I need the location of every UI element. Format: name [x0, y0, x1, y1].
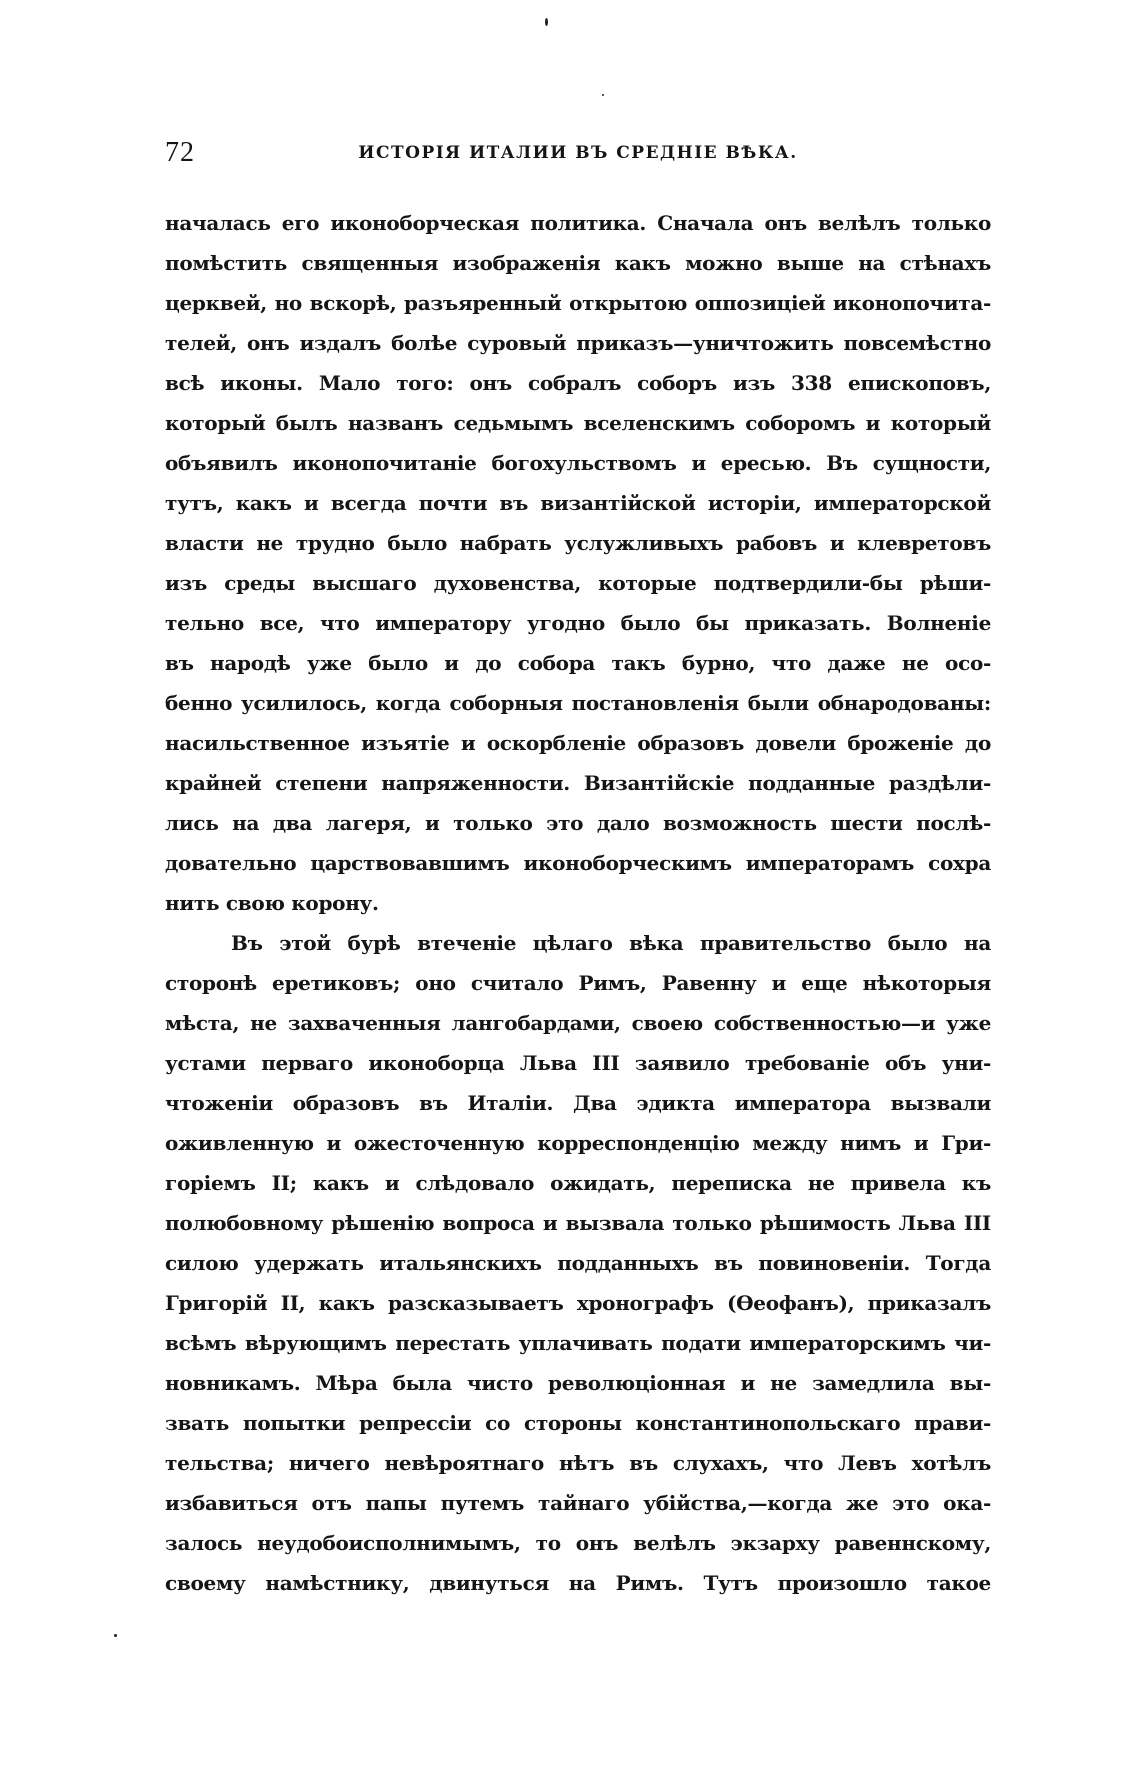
print-speck	[114, 1634, 117, 1637]
text-line: новникамъ. Мѣра была чисто революціонная и не замедлила вы-	[165, 1371, 991, 1395]
running-head: ИСТОРІЯ ИТАЛИИ ВЪ СРЕДНІЕ ВѢКА.	[358, 143, 798, 163]
page-number: 72	[165, 137, 195, 168]
body-text	[165, 203, 991, 1603]
text-line: изъ среды высшаго духовенства, которые подтвердили-бы рѣши-	[165, 571, 991, 595]
text-line: мѣста, не захваченныя лангобардами, своею собственностью—и уже	[165, 1011, 991, 1035]
paragraph-1	[165, 203, 991, 923]
text-line: объявилъ иконопочитаніе богохульствомъ и ересью. Въ сущности,	[165, 451, 991, 475]
text-line: залось неудобоисполнимымъ, то онъ велѣлъ экзарху равеннскому,	[165, 1531, 991, 1555]
page-header	[165, 137, 991, 171]
text-line: силою удержать итальянскихъ подданныхъ въ повиновеніи. Тогда	[165, 1251, 991, 1275]
text-line: помѣстить священныя изображенія какъ можно выше на стѣнахъ	[165, 251, 991, 275]
text-line: горіемъ II; какъ и слѣдовало ожидать, переписка не привела къ	[165, 1171, 991, 1195]
text-line: полюбовному рѣшенію вопроса и вызвала только рѣшимость Льва III	[165, 1211, 991, 1235]
text-line: звать попытки репрессіи со стороны константинопольскаго прави-	[165, 1411, 991, 1435]
text-line: насильственное изъятіе и оскорбленіе образовъ довели броженіе до	[165, 731, 991, 755]
text-line: всѣ иконы. Мало того: онъ собралъ соборъ изъ 338 епископовъ,	[165, 371, 991, 395]
text-line: устами перваго иконоборца Льва III заявило требованіе объ уни-	[165, 1051, 991, 1075]
text-line: крайней степени напряженности. Византійскіе подданные раздѣли-	[165, 771, 991, 795]
paragraph-2	[165, 923, 991, 1603]
text-line: Въ этой бурѣ втеченіе цѣлаго вѣка правительство было на	[231, 931, 991, 955]
text-line: власти не трудно было набрать услужливыхъ рабовъ и клевретовъ	[165, 531, 991, 555]
text-line: Григорій II, какъ разсказываетъ хронографъ (Ѳеофанъ), приказалъ	[165, 1291, 991, 1315]
text-line: который былъ названъ седьмымъ вселенскимъ соборомъ и который	[165, 411, 991, 435]
text-line: въ народѣ уже было и до собора такъ бурно, что даже не осо-	[165, 651, 991, 675]
text-line: началась его иконоборческая политика. Сначала онъ велѣлъ только	[165, 211, 991, 235]
text-line: своему намѣстнику, двинуться на Римъ. Тутъ произошло такое	[165, 1571, 991, 1595]
text-line: бенно усилилось, когда соборныя постановленія были обнародованы:	[165, 691, 991, 715]
text-line: тельства; ничего невѣроятнаго нѣтъ въ слухахъ, что Левъ хотѣлъ	[165, 1451, 991, 1475]
text-line: всѣмъ вѣрующимъ перестать уплачивать подати императорскимъ чи-	[165, 1331, 991, 1355]
print-speck	[545, 18, 548, 26]
text-line: церквей, но вскорѣ, разъяренный открытою оппозиціей иконопочита-	[165, 291, 991, 315]
text-line: лись на два лагеря, и только это дало возможность шести послѣ-	[165, 811, 991, 835]
text-line: нить свою корону.	[165, 891, 379, 915]
text-line: тутъ, какъ и всегда почти въ византійской исторіи, императорской	[165, 491, 991, 515]
text-line: оживленную и ожесточенную корреспонденцію между нимъ и Гри-	[165, 1131, 991, 1155]
text-line: чтоженіи образовъ въ Италіи. Два эдикта императора вызвали	[165, 1091, 991, 1115]
text-line: довательно царствовавшимъ иконоборческимъ императорамъ сохра	[165, 851, 991, 875]
text-line: тельно все, что императору угодно было бы приказать. Волненіе	[165, 611, 991, 635]
text-line: сторонѣ еретиковъ; оно считало Римъ, Равенну и еще нѣкоторыя	[165, 971, 991, 995]
text-line: избавиться отъ папы путемъ тайнаго убійства,—когда же это ока-	[165, 1491, 991, 1515]
print-speck	[602, 94, 604, 96]
text-line: телей, онъ издалъ болѣе суровый приказъ—уничтожить повсемѣстно	[165, 331, 991, 355]
